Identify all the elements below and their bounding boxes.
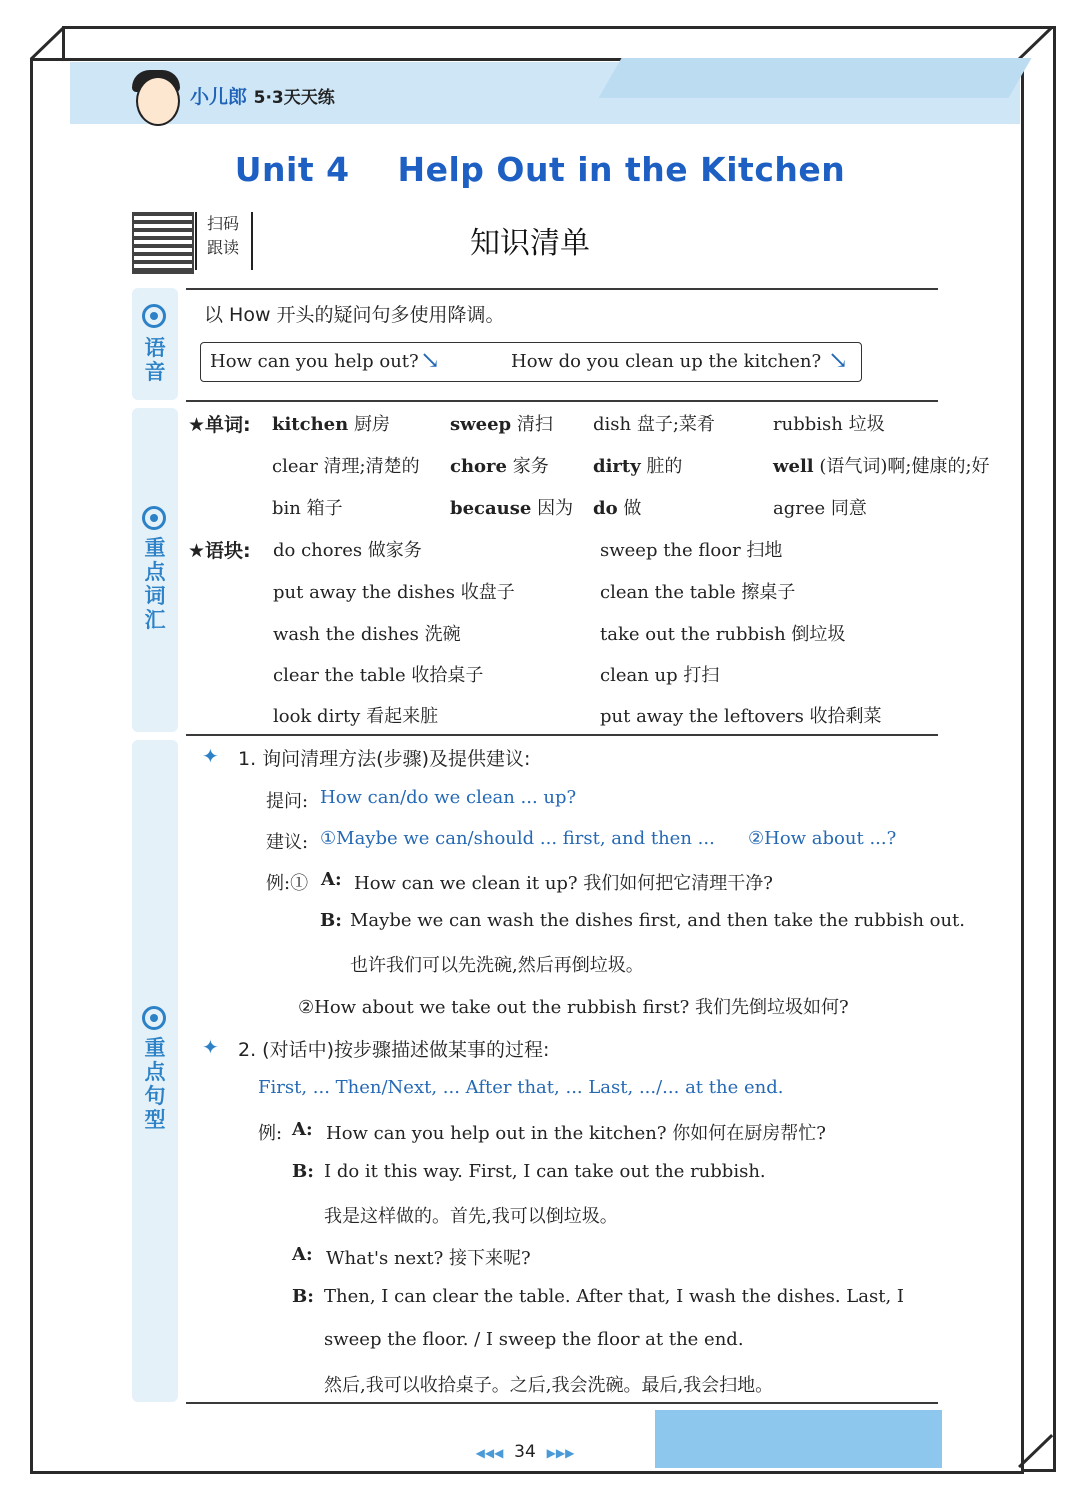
dialogue-line-3: What's next? 接下来呢? [326,1248,531,1269]
intonation-example-1: How can you help out? [210,351,419,372]
suggest-pattern-b: ②How about ...? [748,828,897,849]
vocab-chinese: 做 [617,498,642,519]
vocab-word [593,410,715,436]
sidebar-label-vocab: 重点词汇 [144,536,166,632]
speaker-a: A: [321,869,342,890]
vocab-chinese: 箱子 [300,498,343,519]
phrase-item: put away the dishes 收盘子 [273,582,515,603]
vocab-word [773,494,867,520]
frame-corner-edge [30,26,65,60]
speaker-b: B: [292,1161,314,1182]
vocab-english: well [773,456,814,477]
qr-label-line1: 扫码 [207,214,240,233]
phrase-item: take out the rubbish 倒垃圾 [600,624,846,645]
qr-label-line2: 跟读 [207,238,240,257]
vocab-word [593,452,682,478]
vocab-english: bin [272,498,301,519]
vocab-english: sweep [450,414,512,435]
vocab-chinese: 盘子;菜肴 [631,414,715,435]
ask-label: 提问: [266,791,309,812]
vocab-word [593,494,641,520]
example-b: Maybe we can wash the dishes first, and then take the rubbish out. [350,910,966,931]
ask-pattern: How can/do we clean ... up? [320,787,577,808]
speaker-b: B: [292,1286,314,1307]
vocab-english: dish [593,414,632,435]
speaker-a: A: [292,1244,313,1265]
target-icon [142,304,166,328]
dialogue-line-2: I do it this way. First, I can take out the rubbish. [324,1161,766,1182]
words-label: ★单词: [188,414,251,436]
intonation-rule: 以 How 开头的疑问句多使用降调。 [204,304,505,326]
divider [186,734,938,736]
vocab-chinese: 家务 [507,456,549,477]
phrase-item: clean up 打扫 [600,665,720,686]
vocab-word [272,494,343,520]
falling-tone-icon: ↘ [420,346,441,374]
vocab-english: agree [773,498,826,519]
vocab-english: kitchen [272,414,349,435]
intonation-example-2: How do you clean up the kitchen? [511,351,822,372]
vocab-word [450,410,553,436]
mascot-icon [136,76,180,126]
phrase-item: clean the table 擦桌子 [600,582,796,603]
vocab-word [450,494,573,520]
divider [186,1402,938,1404]
sequence-pattern: First, ... Then/Next, ... After that, ... Last, .../... at the end. [258,1077,784,1098]
unit-title: Unit 4 Help Out in the Kitchen [234,150,846,189]
sidebar-label-intonation: 语音 [144,336,166,384]
vocab-word [773,452,990,478]
phrase-item: put away the leftovers 收拾剩菜 [600,706,882,727]
divider [186,400,938,402]
vocab-word [272,410,390,436]
target-icon [142,1006,166,1030]
dialogue-line-4-continued: sweep the floor. / I sweep the floor at the end. [324,1329,744,1350]
vocab-chinese: 厨房 [348,414,390,435]
speaker-b: B: [320,910,342,931]
vocab-chinese: 清扫 [511,414,553,435]
phrase-item: clear the table 收拾桌子 [273,665,484,686]
suggest-label: 建议: [266,832,309,853]
example-b-translation: 也许我们可以先洗碗,然后再倒垃圾。 [350,955,644,976]
vocab-english: clear [272,456,318,477]
page-number-value: 34 [514,1442,536,1462]
vocab-english: chore [450,456,507,477]
dialogue-line-2-translation: 我是这样做的。首先,我可以倒垃圾。 [324,1206,618,1227]
vocab-english: dirty [593,456,641,477]
section-title: 知识清单 [470,226,590,261]
sentence-pattern-1-title: 1. 询问清理方法(步骤)及提供建议: [238,748,531,770]
vocab-chinese: 脏的 [640,456,683,477]
sentence-pattern-2-title: 2. (对话中)按步骤描述做某事的过程: [238,1039,550,1061]
speaker-a: A: [292,1119,313,1140]
brand-logo [190,82,335,109]
right-arrows-icon: ▶▶▶ [546,1446,575,1460]
dialogue-line-1: How can you help out in the kitchen? 你如何在厨房帮忙? [326,1123,826,1144]
target-icon [142,506,166,530]
phrase-item: wash the dishes 洗碗 [273,624,461,645]
vocab-chinese: 同意 [825,498,867,519]
example-2: ②How about we take out the rubbish first? 我们先倒垃圾如何? [298,997,849,1018]
example-a: How can we clean it up? 我们如何把它清理干净? [354,873,773,894]
vocab-chinese: (语气词)啊;健康的;好 [813,456,990,477]
diamond-icon: ✦ [202,744,219,768]
example-label: 例:① [266,873,309,894]
diamond-icon: ✦ [202,1035,219,1059]
vocab-english: because [450,498,532,519]
vocab-word [272,452,420,478]
phrase-item: look dirty 看起来脏 [273,706,439,727]
phrase-item: sweep the floor 扫地 [600,540,783,561]
vocab-english: do [593,498,618,519]
brand-name: 小儿郎 [190,86,248,108]
vocab-english: rubbish [773,414,843,435]
vocab-word [773,410,885,436]
vocab-chinese: 因为 [531,498,574,519]
vocab-chinese: 清理;清楚的 [317,456,420,477]
suggest-pattern-a: ①Maybe we can/should ... first, and then ... [320,828,715,849]
sidebar-label-sentences: 重点句型 [144,1036,166,1132]
vocab-chinese: 垃圾 [842,414,885,435]
phrase-item: do chores 做家务 [273,540,422,561]
phrases-label: ★语块: [188,540,251,562]
vocab-word [450,452,549,478]
falling-tone-icon: ↘ [828,346,849,374]
dialogue-line-4-translation: 然后,我可以收拾桌子。之后,我会洗碗。最后,我会扫地。 [324,1375,774,1396]
example-label-2: 例: [258,1123,283,1144]
divider [186,288,938,290]
series-name: 5·3天天练 [253,88,335,108]
left-arrows-icon: ◀◀◀ [475,1446,504,1460]
header-banner-accent [598,58,1031,98]
dialogue-line-4: Then, I can clear the table. After that, I wash the dishes. Last, I [324,1286,904,1307]
page-number [0,1442,1050,1462]
